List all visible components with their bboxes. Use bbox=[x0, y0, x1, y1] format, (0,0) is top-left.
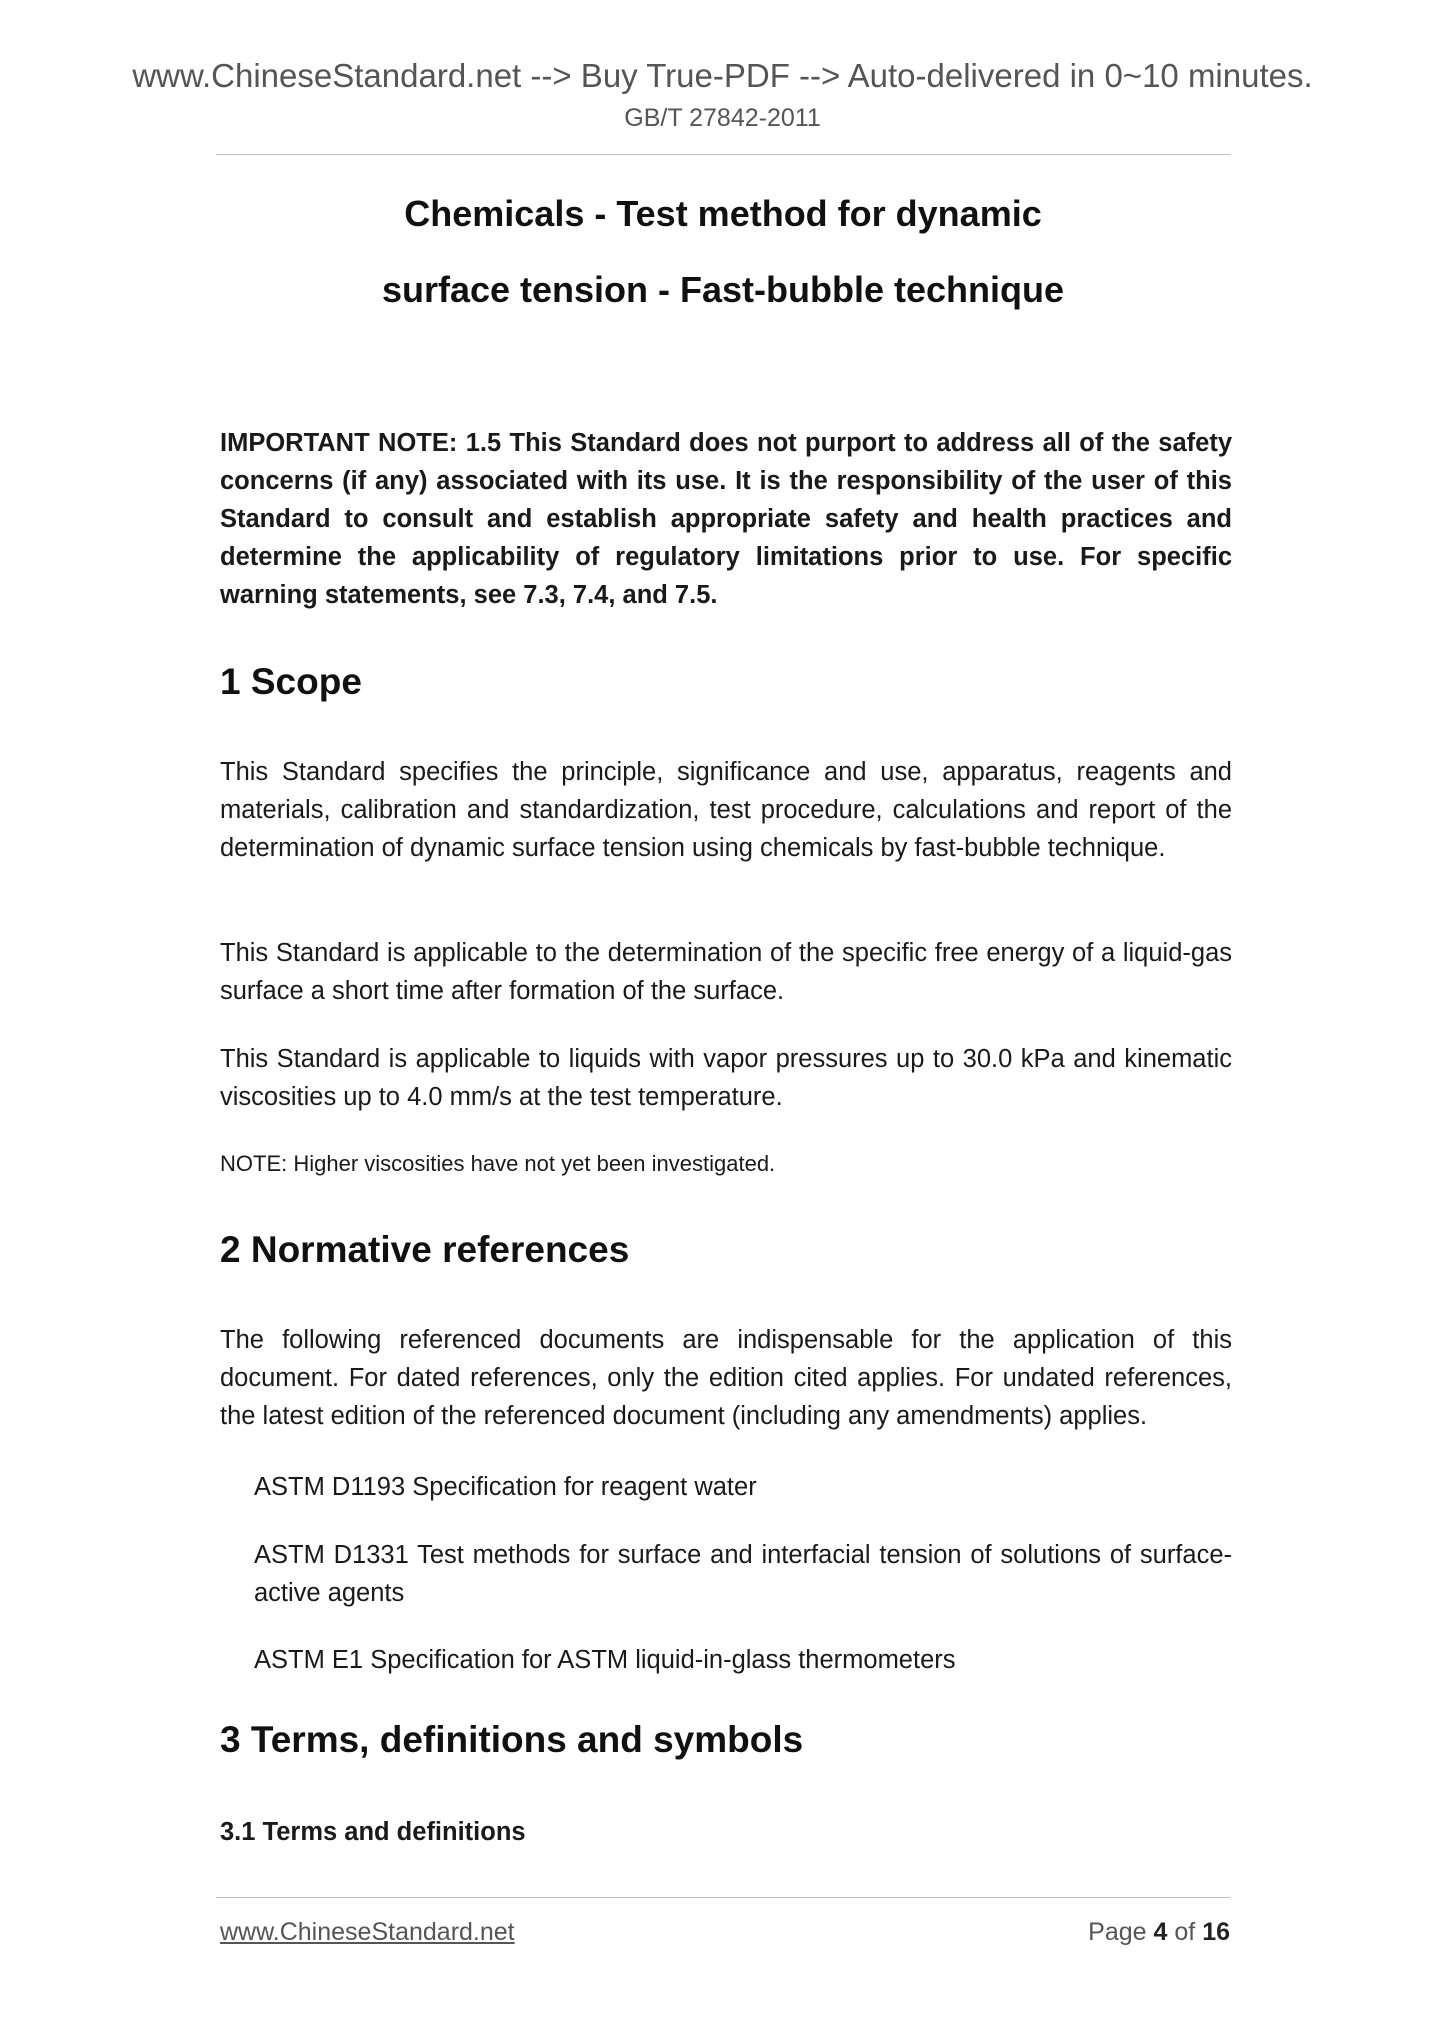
footer-site-link[interactable]: www.ChineseStandard.net bbox=[220, 1918, 515, 1946]
page-label: Page bbox=[1088, 1918, 1147, 1946]
header-banner: www.ChineseStandard.net --> Buy True-PDF --> Auto-delivered in 0~10 minutes. bbox=[132, 57, 1313, 94]
reference-item: ASTM D1331 Test methods for surface and interfacial tension of solutions of surface-active agents bbox=[254, 1541, 1232, 1607]
page-total: 16 bbox=[1202, 1918, 1230, 1946]
scope-note-block bbox=[220, 1149, 1232, 1179]
section-1-body-3 bbox=[220, 1040, 1232, 1116]
footer-divider bbox=[216, 1897, 1230, 1898]
reference-item: ASTM D1193 Specification for reagent water bbox=[254, 1473, 757, 1501]
header-divider bbox=[216, 154, 1230, 155]
important-note-text: IMPORTANT NOTE: 1.5 This Standard does not purport to address all of the safety concerns (if any) associated with its use. It is the responsibility of the user of this Standard to consult and establish appropriate safety and health practices and determine the applicability of regulatory limitations prior to use. For specific warning statements, see 7.3, 7.4, and 7.5. bbox=[220, 429, 1232, 609]
section-2-intro-block bbox=[220, 1321, 1232, 1435]
section-3-heading: 3 Terms, definitions and symbols bbox=[220, 1719, 804, 1760]
scope-paragraph-2: This Standard is applicable to the determination of the specific free energy of a liquid-gas surface a short time after formation of the surface. bbox=[220, 939, 1232, 1005]
page-current: 4 bbox=[1153, 1918, 1168, 1946]
section-1-heading: 1 Scope bbox=[220, 661, 362, 702]
section-2-heading: 2 Normative references bbox=[220, 1229, 630, 1270]
section-1-body bbox=[220, 753, 1232, 867]
standard-code: GB/T 27842-2011 bbox=[624, 104, 821, 132]
page-of: of bbox=[1174, 1918, 1196, 1946]
section-3-1-heading: 3.1 Terms and definitions bbox=[220, 1818, 526, 1846]
scope-paragraph-1: This Standard specifies the principle, significance and use, apparatus, reagents and materials, calibration and standardization, test procedure, calculations and report of the determination of dynamic surface tension using chemicals by fast-bubble technique. bbox=[220, 758, 1232, 862]
scope-paragraph-3: This Standard is applicable to liquids with vapor pressures up to 30.0 kPa and kinematic viscosities up to 4.0 mm/s at the test temperature. bbox=[220, 1045, 1232, 1111]
reference-item: ASTM E1 Specification for ASTM liquid-in-glass thermometers bbox=[254, 1646, 956, 1674]
normative-intro: The following referenced documents are indispensable for the application of this document. For dated references, only the edition cited applies. For undated references, the latest edition of the referenced document (including any amendments) applies. bbox=[220, 1326, 1232, 1430]
document-title-line-1: Chemicals - Test method for dynamic bbox=[404, 193, 1042, 234]
important-note bbox=[220, 424, 1232, 614]
page-number bbox=[1070, 1917, 1230, 1947]
document-title-line-2: surface tension - Fast-bubble technique bbox=[381, 269, 1065, 310]
scope-note: NOTE: Higher viscosities have not yet been investigated. bbox=[220, 1151, 776, 1176]
section-1-body-2 bbox=[220, 934, 1232, 1010]
